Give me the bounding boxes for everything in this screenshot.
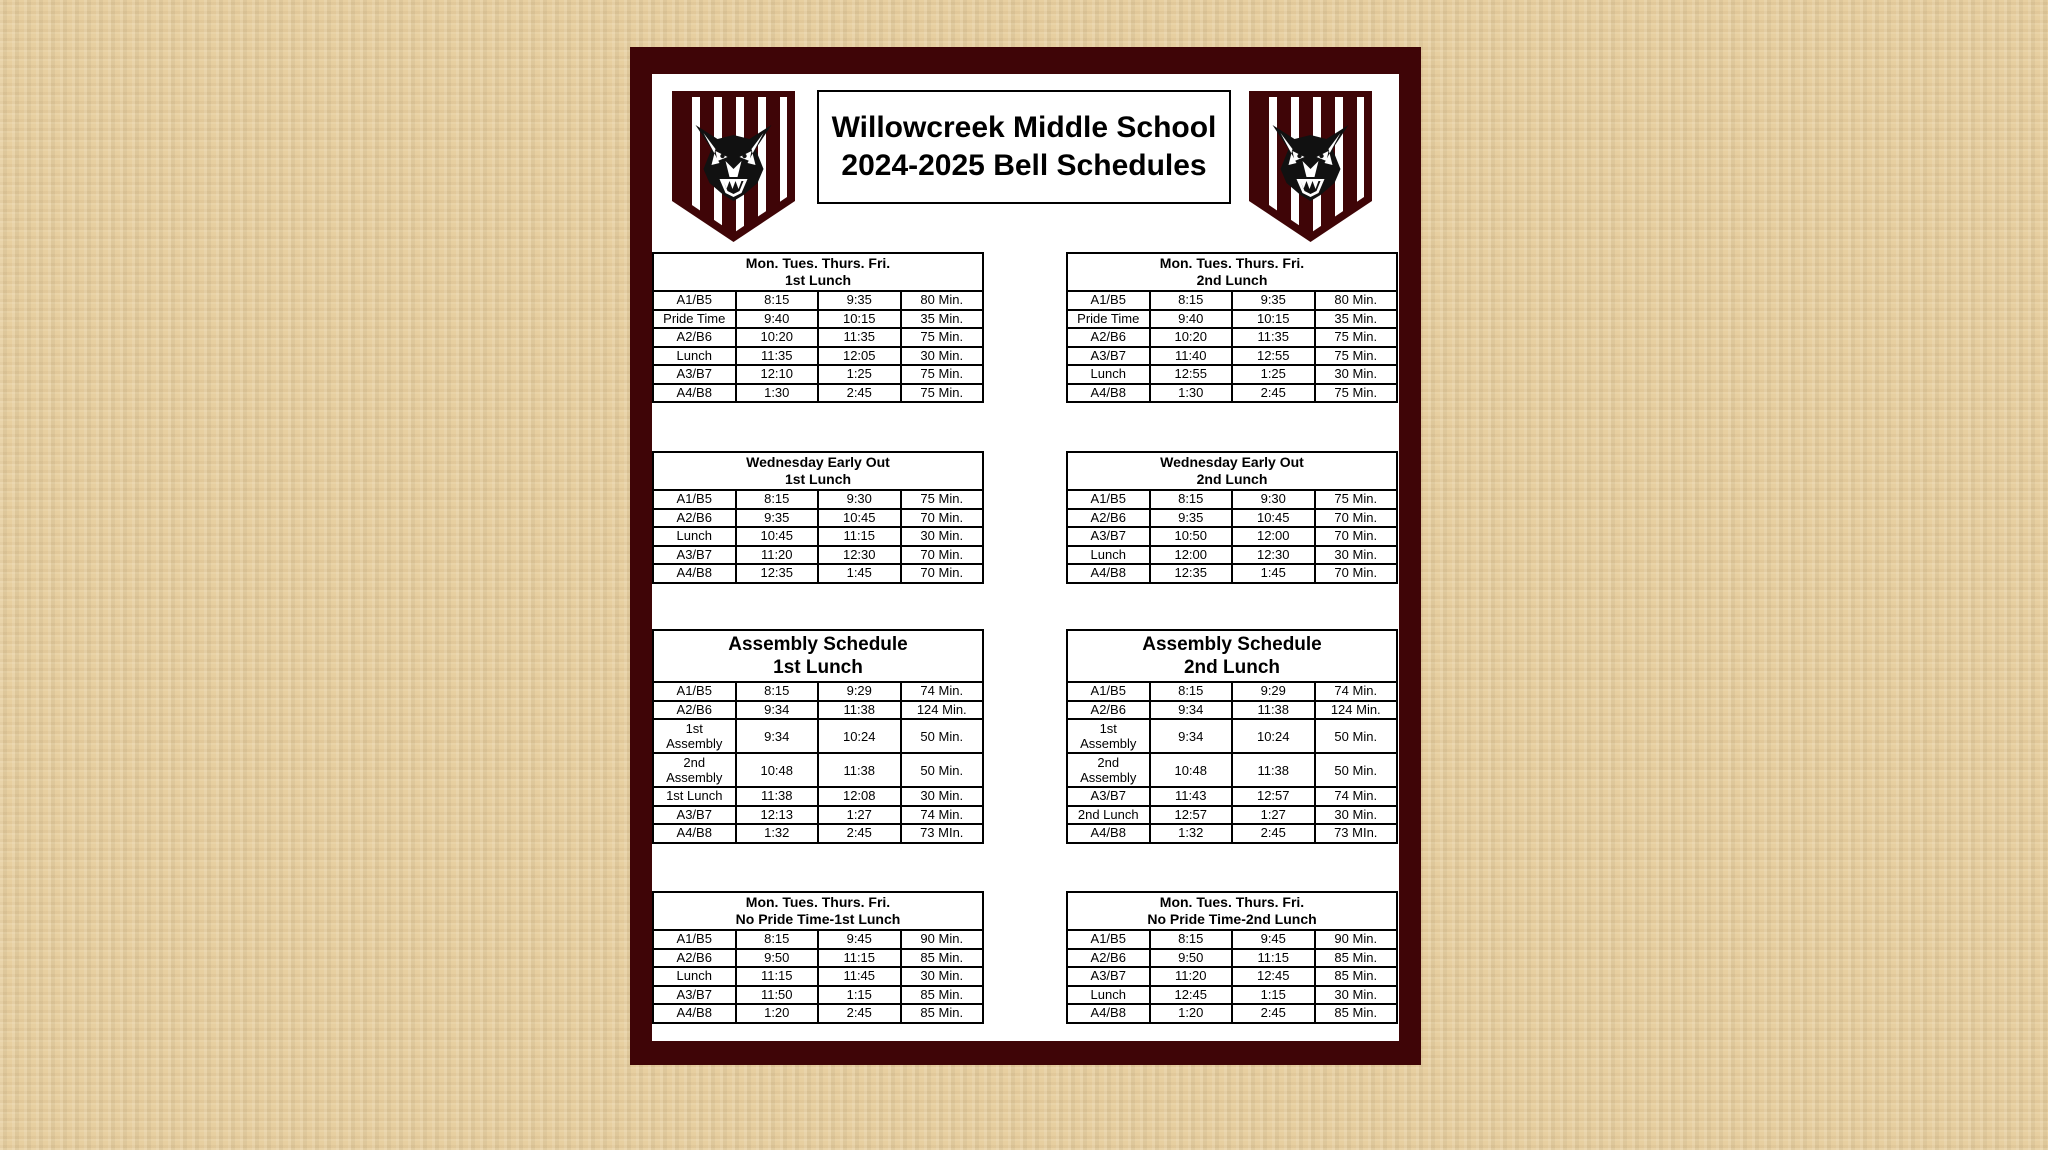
period-cell: A2/B6	[1067, 949, 1150, 968]
start-time-cell: 12:10	[736, 365, 819, 384]
start-time-cell: 8:15	[736, 490, 819, 509]
start-time-cell: 9:34	[1150, 701, 1233, 720]
duration-cell: 75 Min.	[901, 490, 984, 509]
end-time-cell: 9:45	[818, 930, 901, 949]
period-cell: A1/B5	[1067, 291, 1150, 310]
schedule-heading	[653, 892, 983, 930]
period-cell: A1/B5	[653, 291, 736, 310]
schedule-assembly-1st-lunch	[652, 629, 984, 844]
table-row	[653, 1004, 983, 1023]
schedule-heading-line2: 1st Lunch	[784, 272, 852, 288]
table-row	[1067, 824, 1397, 843]
table-row	[653, 949, 983, 968]
period-cell: 2nd Lunch	[1067, 806, 1150, 825]
duration-cell: 80 Min.	[901, 291, 984, 310]
duration-cell: 124 Min.	[1315, 701, 1398, 720]
end-time-cell: 1:15	[818, 986, 901, 1005]
period-cell: A4/B8	[1067, 564, 1150, 583]
table-row	[653, 701, 983, 720]
table-row	[653, 930, 983, 949]
period-cell: A4/B8	[1067, 824, 1150, 843]
end-time-cell: 2:45	[1232, 384, 1315, 403]
duration-cell: 35 Min.	[901, 310, 984, 329]
duration-cell: 50 Min.	[901, 753, 984, 787]
start-time-cell: 9:40	[1150, 310, 1233, 329]
schedule-heading-line1: Mon. Tues. Thurs. Fri.	[745, 894, 891, 910]
period-cell: A4/B8	[1067, 384, 1150, 403]
start-time-cell: 9:34	[736, 701, 819, 720]
duration-cell: 74 Min.	[1315, 682, 1398, 701]
end-time-cell: 11:38	[818, 701, 901, 720]
duration-cell: 73 MIn.	[1315, 824, 1398, 843]
end-time-cell: 10:45	[818, 509, 901, 528]
table-row	[1067, 347, 1397, 366]
table-row	[1067, 527, 1397, 546]
duration-cell: 75 Min.	[1315, 384, 1398, 403]
end-time-cell: 12:00	[1232, 527, 1315, 546]
end-time-cell: 11:38	[1232, 753, 1315, 787]
end-time-cell: 9:29	[818, 682, 901, 701]
end-time-cell: 1:15	[1232, 986, 1315, 1005]
end-time-cell: 9:30	[818, 490, 901, 509]
start-time-cell: 9:35	[1150, 509, 1233, 528]
start-time-cell: 1:20	[736, 1004, 819, 1023]
table-row	[653, 291, 983, 310]
period-cell: A3/B7	[653, 365, 736, 384]
duration-cell: 70 Min.	[901, 564, 984, 583]
table-row	[653, 824, 983, 843]
end-time-cell: 1:45	[1232, 564, 1315, 583]
bell-schedule-document	[630, 47, 1421, 1065]
schedule-no-pride-1st-lunch	[652, 891, 984, 1024]
schedule-assembly-2nd-lunch	[1066, 629, 1398, 844]
end-time-cell: 10:24	[818, 719, 901, 753]
period-cell: A1/B5	[1067, 490, 1150, 509]
start-time-cell: 10:45	[736, 527, 819, 546]
table-row	[653, 719, 983, 753]
schedule-heading	[653, 630, 983, 682]
period-cell: A3/B7	[653, 806, 736, 825]
period-cell: A1/B5	[1067, 682, 1150, 701]
end-time-cell: 12:30	[1232, 546, 1315, 565]
schedule-heading-line2: 1st Lunch	[784, 471, 852, 487]
end-time-cell: 10:15	[1232, 310, 1315, 329]
start-time-cell: 8:15	[1150, 682, 1233, 701]
period-cell: A2/B6	[653, 949, 736, 968]
end-time-cell: 1:25	[818, 365, 901, 384]
start-time-cell: 11:20	[736, 546, 819, 565]
table-row	[653, 490, 983, 509]
end-time-cell: 12:08	[818, 787, 901, 806]
start-time-cell: 1:32	[736, 824, 819, 843]
end-time-cell: 12:57	[1232, 787, 1315, 806]
duration-cell: 30 Min.	[901, 787, 984, 806]
start-time-cell: 12:45	[1150, 986, 1233, 1005]
table-row	[653, 365, 983, 384]
duration-cell: 75 Min.	[901, 365, 984, 384]
end-time-cell: 9:35	[1232, 291, 1315, 310]
duration-cell: 74 Min.	[1315, 787, 1398, 806]
end-time-cell: 11:15	[818, 949, 901, 968]
table-row	[653, 310, 983, 329]
start-time-cell: 11:38	[736, 787, 819, 806]
table-row	[653, 753, 983, 787]
period-cell: A1/B5	[653, 682, 736, 701]
table-row	[1067, 682, 1397, 701]
end-time-cell: 2:45	[1232, 824, 1315, 843]
start-time-cell: 9:35	[736, 509, 819, 528]
duration-cell: 70 Min.	[1315, 527, 1398, 546]
end-time-cell: 12:45	[1232, 967, 1315, 986]
period-cell: A4/B8	[653, 384, 736, 403]
schedule-heading	[1067, 892, 1397, 930]
period-cell: A2/B6	[1067, 509, 1150, 528]
period-cell: Pride Time	[653, 310, 736, 329]
period-cell: A1/B5	[653, 490, 736, 509]
end-time-cell: 1:27	[1232, 806, 1315, 825]
period-cell: A1/B5	[653, 930, 736, 949]
duration-cell: 74 Min.	[901, 682, 984, 701]
schedule-heading	[653, 253, 983, 291]
schedule-heading-line1: Wednesday Early Out	[746, 454, 890, 470]
duration-cell: 30 Min.	[1315, 546, 1398, 565]
duration-cell: 85 Min.	[901, 1004, 984, 1023]
table-row	[653, 967, 983, 986]
page-title	[817, 90, 1231, 204]
end-time-cell: 2:45	[1232, 1004, 1315, 1023]
period-cell: A4/B8	[653, 824, 736, 843]
table-row	[1067, 546, 1397, 565]
table-row	[1067, 986, 1397, 1005]
period-cell: A3/B7	[1067, 787, 1150, 806]
end-time-cell: 10:24	[1232, 719, 1315, 753]
start-time-cell: 11:50	[736, 986, 819, 1005]
start-time-cell: 12:57	[1150, 806, 1233, 825]
start-time-cell: 12:13	[736, 806, 819, 825]
start-time-cell: 11:35	[736, 347, 819, 366]
schedule-heading-line2: 2nd Lunch	[1183, 657, 1281, 678]
duration-cell: 75 Min.	[1315, 347, 1398, 366]
schedule-heading-line1: Mon. Tues. Thurs. Fri.	[1159, 255, 1305, 271]
period-cell: 2nd Assembly	[1067, 753, 1150, 787]
table-row	[653, 384, 983, 403]
table-row	[1067, 930, 1397, 949]
end-time-cell: 9:30	[1232, 490, 1315, 509]
table-row	[653, 986, 983, 1005]
start-time-cell: 10:48	[1150, 753, 1233, 787]
start-time-cell: 9:34	[1150, 719, 1233, 753]
period-cell: A2/B6	[1067, 328, 1150, 347]
period-cell: Lunch	[1067, 546, 1150, 565]
duration-cell: 85 Min.	[1315, 967, 1398, 986]
school-name: Willowcreek Middle School	[831, 111, 1217, 144]
start-time-cell: 9:50	[1150, 949, 1233, 968]
period-cell: A3/B7	[653, 986, 736, 1005]
start-time-cell: 10:20	[736, 328, 819, 347]
period-cell: A2/B6	[653, 509, 736, 528]
schedule-sheet	[652, 74, 1399, 1041]
start-time-cell: 1:30	[1150, 384, 1233, 403]
table-row	[1067, 310, 1397, 329]
duration-cell: 70 Min.	[901, 509, 984, 528]
start-time-cell: 8:15	[1150, 490, 1233, 509]
end-time-cell: 1:45	[818, 564, 901, 583]
start-time-cell: 10:20	[1150, 328, 1233, 347]
end-time-cell: 1:25	[1232, 365, 1315, 384]
end-time-cell: 9:45	[1232, 930, 1315, 949]
period-cell: A2/B6	[653, 701, 736, 720]
table-row	[1067, 967, 1397, 986]
duration-cell: 50 Min.	[1315, 753, 1398, 787]
table-row	[653, 546, 983, 565]
period-cell: A4/B8	[1067, 1004, 1150, 1023]
period-cell: 1st Assembly	[653, 719, 736, 753]
period-cell: Lunch	[1067, 365, 1150, 384]
period-cell: A4/B8	[653, 1004, 736, 1023]
table-row	[1067, 701, 1397, 720]
schedule-heading-line2: No Pride Time-2nd Lunch	[1147, 911, 1317, 927]
end-time-cell: 11:35	[818, 328, 901, 347]
schedule-heading-line1: Assembly Schedule	[728, 634, 908, 655]
start-time-cell: 11:20	[1150, 967, 1233, 986]
duration-cell: 50 Min.	[1315, 719, 1398, 753]
duration-cell: 30 Min.	[1315, 986, 1398, 1005]
duration-cell: 75 Min.	[1315, 328, 1398, 347]
period-cell: A2/B6	[653, 328, 736, 347]
end-time-cell: 10:15	[818, 310, 901, 329]
table-row	[1067, 365, 1397, 384]
duration-cell: 75 Min.	[901, 328, 984, 347]
duration-cell: 30 Min.	[1315, 365, 1398, 384]
table-row	[1067, 328, 1397, 347]
start-time-cell: 1:32	[1150, 824, 1233, 843]
table-row	[653, 787, 983, 806]
duration-cell: 30 Min.	[901, 967, 984, 986]
end-time-cell: 11:38	[1232, 701, 1315, 720]
start-time-cell: 9:50	[736, 949, 819, 968]
start-time-cell: 8:15	[736, 930, 819, 949]
start-time-cell: 11:15	[736, 967, 819, 986]
end-time-cell: 2:45	[818, 824, 901, 843]
end-time-cell: 10:45	[1232, 509, 1315, 528]
duration-cell: 30 Min.	[901, 347, 984, 366]
schedule-heading-line2: 2nd Lunch	[1196, 471, 1268, 487]
period-cell: A3/B7	[1067, 347, 1150, 366]
start-time-cell: 12:35	[736, 564, 819, 583]
duration-cell: 85 Min.	[901, 949, 984, 968]
schedule-heading-line1: Mon. Tues. Thurs. Fri.	[1159, 894, 1305, 910]
wolf-crest-icon	[668, 89, 799, 244]
period-cell: A2/B6	[1067, 701, 1150, 720]
duration-cell: 85 Min.	[901, 986, 984, 1005]
period-cell: A3/B7	[1067, 527, 1150, 546]
table-row	[1067, 949, 1397, 968]
start-time-cell: 8:15	[736, 682, 819, 701]
period-cell: Lunch	[653, 347, 736, 366]
period-cell: 2nd Assembly	[653, 753, 736, 787]
end-time-cell: 2:45	[818, 1004, 901, 1023]
duration-cell: 90 Min.	[1315, 930, 1398, 949]
table-row	[1067, 564, 1397, 583]
duration-cell: 35 Min.	[1315, 310, 1398, 329]
schedule-mttf-2nd-lunch	[1066, 252, 1398, 403]
schedule-heading-line2: 1st Lunch	[773, 657, 863, 678]
start-time-cell: 8:15	[1150, 930, 1233, 949]
period-cell: Lunch	[1067, 986, 1150, 1005]
end-time-cell: 11:15	[818, 527, 901, 546]
period-cell: A1/B5	[1067, 930, 1150, 949]
start-time-cell: 1:20	[1150, 1004, 1233, 1023]
table-row	[1067, 509, 1397, 528]
start-time-cell: 12:35	[1150, 564, 1233, 583]
table-row	[653, 527, 983, 546]
table-row	[653, 509, 983, 528]
start-time-cell: 12:55	[1150, 365, 1233, 384]
duration-cell: 70 Min.	[1315, 509, 1398, 528]
period-cell: 1st Assembly	[1067, 719, 1150, 753]
period-cell: A3/B7	[1067, 967, 1150, 986]
end-time-cell: 12:05	[818, 347, 901, 366]
end-time-cell: 11:35	[1232, 328, 1315, 347]
duration-cell: 30 Min.	[1315, 806, 1398, 825]
end-time-cell: 9:29	[1232, 682, 1315, 701]
schedule-heading	[1067, 630, 1397, 682]
table-row	[1067, 291, 1397, 310]
duration-cell: 70 Min.	[901, 546, 984, 565]
schedule-heading	[1067, 452, 1397, 490]
duration-cell: 30 Min.	[901, 527, 984, 546]
schedule-wednesday-1st-lunch	[652, 451, 984, 584]
schedule-heading	[653, 452, 983, 490]
duration-cell: 50 Min.	[901, 719, 984, 753]
period-cell: A4/B8	[653, 564, 736, 583]
start-time-cell: 12:00	[1150, 546, 1233, 565]
table-row	[1067, 719, 1397, 753]
end-time-cell: 11:15	[1232, 949, 1315, 968]
start-time-cell: 9:34	[736, 719, 819, 753]
duration-cell: 75 Min.	[1315, 490, 1398, 509]
schedule-mttf-1st-lunch	[652, 252, 984, 403]
table-row	[1067, 787, 1397, 806]
schedule-heading	[1067, 253, 1397, 291]
end-time-cell: 12:30	[818, 546, 901, 565]
end-time-cell: 12:55	[1232, 347, 1315, 366]
table-row	[653, 328, 983, 347]
period-cell: A3/B7	[653, 546, 736, 565]
table-row	[1067, 490, 1397, 509]
period-cell: 1st Lunch	[653, 787, 736, 806]
table-row	[1067, 384, 1397, 403]
schedule-heading-line1: Wednesday Early Out	[1160, 454, 1304, 470]
duration-cell: 85 Min.	[1315, 1004, 1398, 1023]
table-row	[1067, 806, 1397, 825]
start-time-cell: 11:43	[1150, 787, 1233, 806]
schedule-no-pride-2nd-lunch	[1066, 891, 1398, 1024]
schedule-heading-line2: 2nd Lunch	[1196, 272, 1268, 288]
schedule-heading-line1: Mon. Tues. Thurs. Fri.	[745, 255, 891, 271]
end-time-cell: 1:27	[818, 806, 901, 825]
table-row	[653, 682, 983, 701]
table-row	[653, 564, 983, 583]
end-time-cell: 11:45	[818, 967, 901, 986]
end-time-cell: 9:35	[818, 291, 901, 310]
duration-cell: 80 Min.	[1315, 291, 1398, 310]
schedule-year-title: 2024-2025 Bell Schedules	[841, 149, 1207, 182]
table-row	[1067, 1004, 1397, 1023]
table-row	[653, 806, 983, 825]
start-time-cell: 9:40	[736, 310, 819, 329]
start-time-cell: 1:30	[736, 384, 819, 403]
start-time-cell: 10:48	[736, 753, 819, 787]
schedule-heading-line2: No Pride Time-1st Lunch	[735, 911, 901, 927]
table-row	[653, 347, 983, 366]
duration-cell: 70 Min.	[1315, 564, 1398, 583]
start-time-cell: 8:15	[736, 291, 819, 310]
period-cell: Pride Time	[1067, 310, 1150, 329]
duration-cell: 90 Min.	[901, 930, 984, 949]
end-time-cell: 11:38	[818, 753, 901, 787]
duration-cell: 85 Min.	[1315, 949, 1398, 968]
schedule-heading-line1: Assembly Schedule	[1142, 634, 1322, 655]
wolf-crest-icon	[1245, 89, 1376, 244]
schedule-wednesday-2nd-lunch	[1066, 451, 1398, 584]
period-cell: Lunch	[653, 967, 736, 986]
start-time-cell: 11:40	[1150, 347, 1233, 366]
end-time-cell: 2:45	[818, 384, 901, 403]
table-row	[1067, 753, 1397, 787]
duration-cell: 75 Min.	[901, 384, 984, 403]
duration-cell: 74 Min.	[901, 806, 984, 825]
start-time-cell: 10:50	[1150, 527, 1233, 546]
period-cell: Lunch	[653, 527, 736, 546]
duration-cell: 73 MIn.	[901, 824, 984, 843]
start-time-cell: 8:15	[1150, 291, 1233, 310]
duration-cell: 124 Min.	[901, 701, 984, 720]
